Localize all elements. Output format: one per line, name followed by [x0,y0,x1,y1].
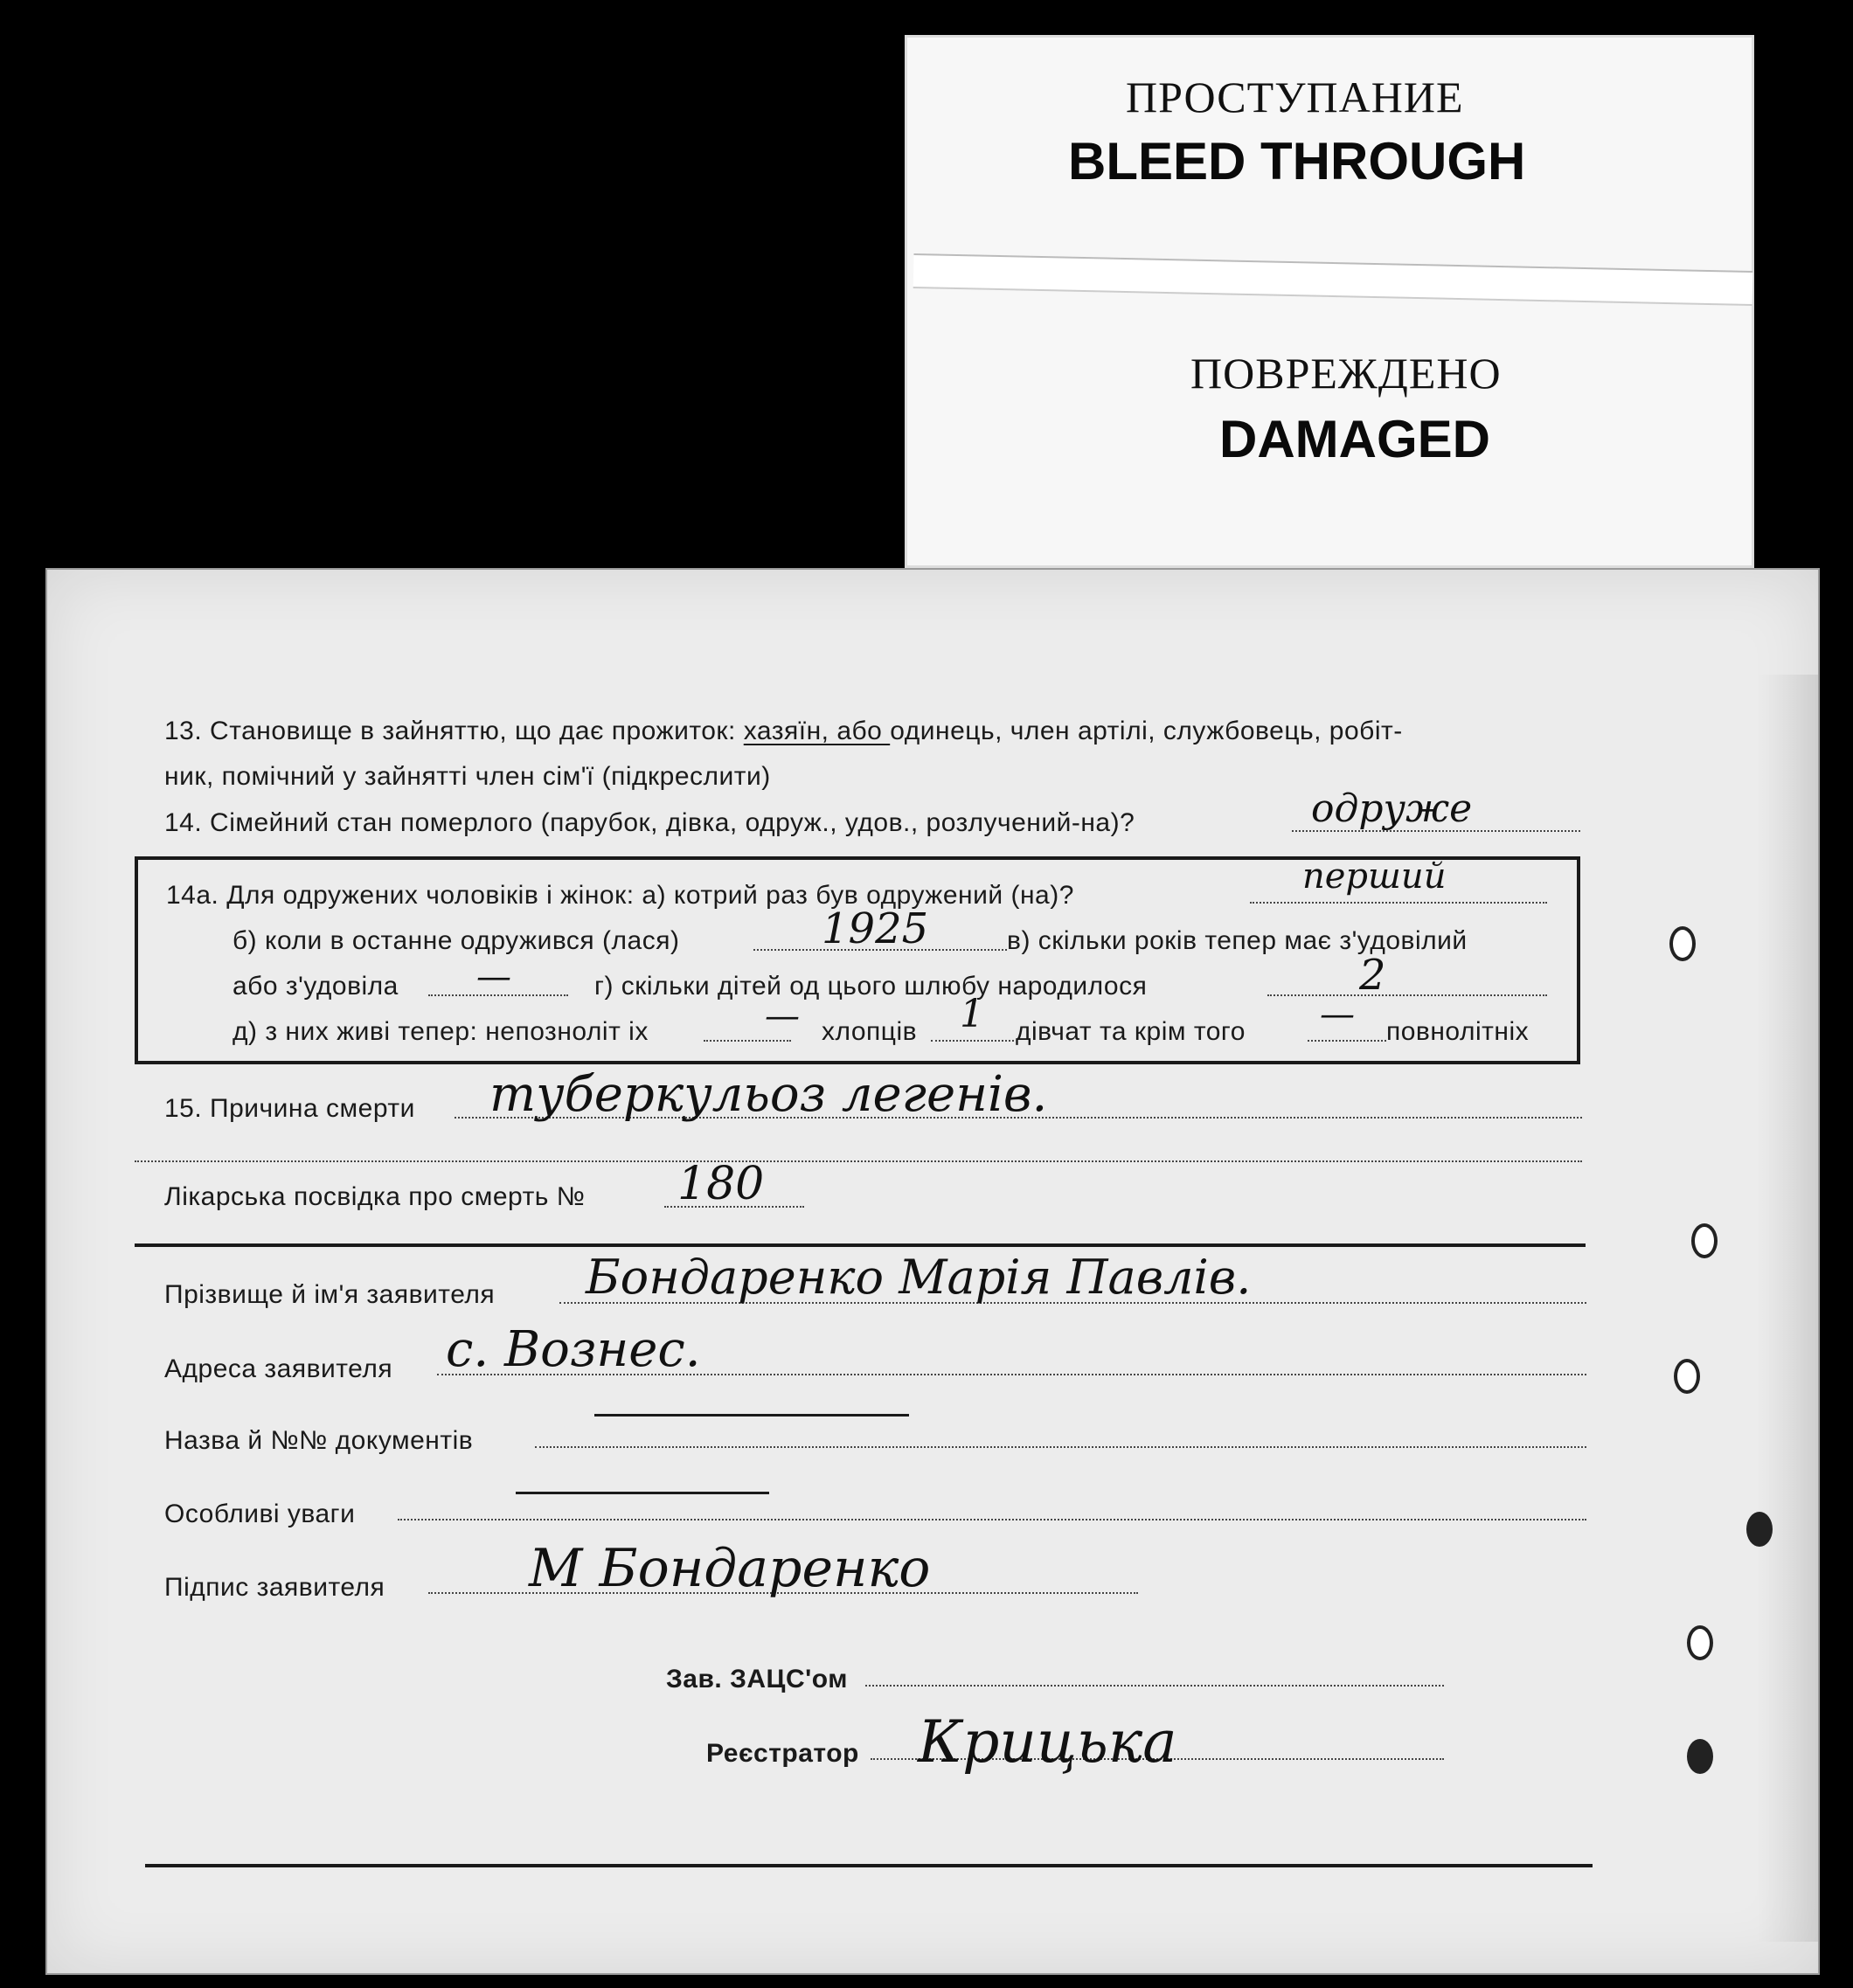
punch-hole [1687,1739,1713,1774]
q14a-answer4a: — [765,996,800,1036]
handdrawn-dash [594,1414,909,1417]
q14-label: 14. Сімейний стан померлого (парубок, дівка, одруж., удов., розлучений-на)? [164,808,1135,837]
punch-hole [1687,1625,1713,1660]
q14a-answer3b: 2 [1359,951,1386,1000]
cert-answer: 180 [677,1158,765,1210]
q14a-dotline4c [1308,1040,1386,1042]
torn-edge [1757,675,1818,1942]
q15-label: 15. Причина смерти [164,1094,415,1123]
registrar-signature: Крицька [918,1708,1177,1776]
bottom-rule [145,1864,1593,1867]
q14a-line2a: б) коли в останне одружився (лася) [232,926,680,955]
applicant-address-answer: с. Вознес. [446,1321,701,1378]
applicant-address-label: Адреса заявителя [164,1354,393,1383]
documents-dotline [535,1446,1586,1448]
q14a-dotline3b [1267,994,1547,996]
bleed-through-en: BLEED THROUGH [1068,132,1526,190]
notes-label: Особливі уваги [164,1500,356,1528]
signature-label: Підпис заявителя [164,1573,385,1602]
q14a-line3a: або з'удовіла [232,972,399,1001]
q15-dotline2 [135,1160,1582,1162]
q14a-line4c: дівчат та крім того [1016,1017,1246,1046]
q14a-answer2: 1925 [822,904,929,953]
handdrawn-dash [516,1492,769,1494]
punch-hole [1746,1512,1773,1547]
punch-hole [1674,1359,1700,1394]
head-label: Зав. ЗАЦС'ом [666,1665,848,1694]
section-rule [135,1243,1586,1247]
head-dotline [865,1685,1444,1687]
q14a-answer4c: — [1320,994,1355,1035]
q14a-dotline1 [1250,902,1547,904]
cert-label: Лікарська посвідка про смерть № [164,1182,586,1211]
notes-dotline [398,1519,1586,1520]
q14a-dotline4b [931,1040,1014,1042]
q13-line1: 13. Становище в зайняттю, що дає прожиток: хазяїн, або одинець, член артілі, службовець, робіт- [164,717,1403,745]
q14a-dotline4a [704,1040,791,1042]
damaged-en: DAMAGED [1219,410,1490,468]
q14a-line4b: хлопців [822,1017,918,1046]
q14a-line1: 14а. Для одружених чоловіків і жінок: а) котрий раз був одружений (на)? [166,881,1074,910]
q14a-line4d: повнолітніх [1386,1017,1530,1046]
q13-line2: ник, помічний у зайнятті член сім'ї (підкреслити) [164,762,771,791]
q14a-answer3: — [476,957,511,997]
q14-answer: одруже [1311,786,1473,831]
damaged-ru: ПОВРЕЖДЕНО [1190,349,1502,398]
punch-hole [1691,1223,1718,1258]
applicant-name-answer: Бондаренко Марія Павлів. [586,1250,1252,1305]
q14a-line3b: г) скільки дітей од цього шлюбу народилося [594,972,1148,1001]
registrar-label: Реєстратор [706,1739,859,1768]
q14a-answer4b: 1 [960,992,984,1036]
punch-hole [1669,926,1696,961]
bleed-through-ru: ПРОСТУПАНИЕ [1126,73,1464,121]
q14a-line4a: д) з них живі тепер: непозноліт іх [232,1017,649,1046]
q14a-answer1: перший [1302,856,1447,897]
q15-answer: туберкульоз легенів. [489,1066,1048,1123]
documents-label: Назва й №№ документів [164,1426,474,1455]
q14a-line2b: в) скільки років тепер має з'удовілий [1007,926,1468,955]
applicant-signature: М Бондаренко [529,1538,931,1599]
applicant-name-label: Прізвище й ім'я заявителя [164,1280,496,1309]
